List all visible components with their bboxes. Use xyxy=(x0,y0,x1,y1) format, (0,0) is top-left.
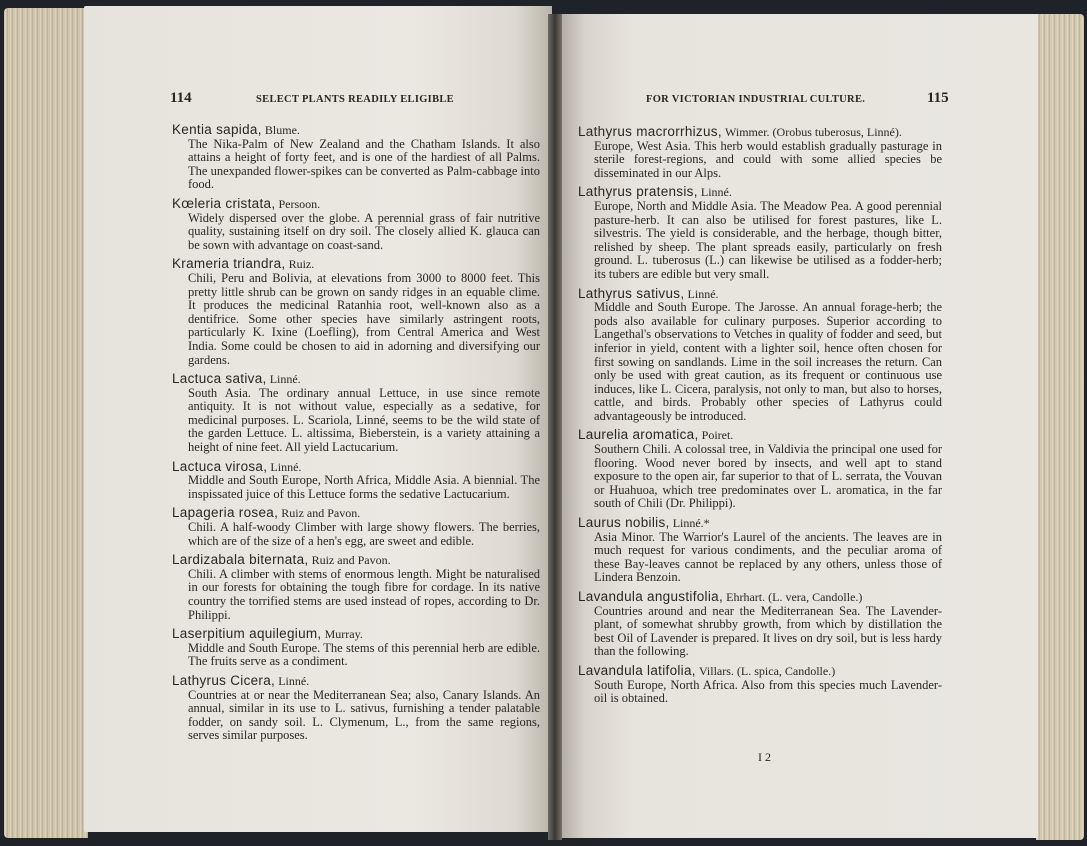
entry-name: Lathyrus Cicera, xyxy=(172,672,276,688)
entry-text: Europe, West Asia. This herb would establish gradually pasturage in sterile forest-regions, and could with some allied species be disseminated in our Alps. xyxy=(594,138,942,180)
left-entries xyxy=(172,123,540,748)
entry-text: Chili. A half-woody Climber with large showy flowers. The berries, which are of the size of a hen's egg, are sweet and edible. xyxy=(188,520,540,548)
entry-author: Murray. xyxy=(324,627,363,642)
entry-name: Lardizabala biternata, xyxy=(172,552,309,568)
signature-mark: I 2 xyxy=(758,750,771,764)
entry-author: Wimmer. (Orobus tuberosus, Linné). xyxy=(725,125,902,139)
entry-text: Asia Minor. The Warrior's Laurel of the ancients. The leaves are in much request for various condiments, and the peculiar aroma of these Bay-leaves cannot be replaced by any others, unless those of Lindera Benzoin. xyxy=(594,529,942,585)
running-head-left: SELECT PLANTS READILY ELIGIBLE xyxy=(256,94,454,105)
entry-name: Lathyrus macrorrhizus, xyxy=(578,124,722,139)
page-edges-left xyxy=(4,8,88,838)
entry-author: Linné. xyxy=(687,286,719,301)
entry xyxy=(578,516,942,585)
page-number-right: 115 xyxy=(927,90,949,106)
entry-text: Southern Chili. A colossal tree, in Valdivia the principal one used for flooring. Wood never bored by insects, and well apt to stand exposure to the open air, far superior to that of L. serrata, the Vouvan or Huahuoa, which tree predominates over L. aromatica, in the far south of Chili (Dr. Philippi). xyxy=(594,442,942,511)
page-number-left: 114 xyxy=(170,90,192,106)
entry-text: Middle and South Europe. The stems of this perennial herb are edible. The fruits serve as a condiment. xyxy=(188,640,540,669)
entry-author: Ruiz and Pavon. xyxy=(281,506,361,521)
entry-text: Countries around and near the Mediterranean Sea. The Lavender-plant, of somewhat shrubby growth, from which by distillation the best Oil of Lavender is prepared. It lives on dry soil, but is less hardy than the following. xyxy=(594,603,942,659)
entry-author: Persoon. xyxy=(278,196,321,211)
entry xyxy=(172,627,540,669)
entry-name: Lapageria rosea, xyxy=(172,505,279,521)
entry-text: The Nika-Palm of New Zealand and the Chatham Islands. It also attains a height of forty feet, and is one of the hardiest of all Palms. The unexpanded flower-spikes can be converted as Palm-cabbage into food. xyxy=(188,136,540,192)
entry-text: South Europe, North Africa. Also from this species much Lavender-oil is obtained. xyxy=(594,677,942,706)
entry xyxy=(578,185,942,281)
entry-name: Kœleria cristata, xyxy=(172,195,276,211)
entry-name: Kentia sapida, xyxy=(172,122,262,137)
entry xyxy=(578,590,942,659)
entry-author: Poiret. xyxy=(701,428,734,443)
entry xyxy=(578,287,942,424)
entry xyxy=(578,664,942,706)
entry-author: Ruiz. xyxy=(288,257,315,272)
entry-author: Linné.* xyxy=(672,516,710,531)
entry-text: South Asia. The ordinary annual Lettuce, in use since remote antiquity. It is not without value, especially as a sedative, for medicinal purposes. L. Scariola, Linné, seems to be the wild state of the garden Lettuce. L. altissima, Bieberstein, is a variety attaining a height of nine feet. All yield Lactucarium. xyxy=(188,385,540,455)
entry-author: Linné. xyxy=(269,372,301,387)
entry-text: Widely dispersed over the globe. A perennial grass of fair nutritive quality, sustaining itself on dry soil. The closely allied K. glauca can be sown with advantage on coast-sand. xyxy=(188,210,540,252)
entry xyxy=(172,123,540,192)
entry-name: Krameria triandra, xyxy=(172,256,286,272)
entry xyxy=(172,506,540,548)
entry-author: Linné. xyxy=(270,459,302,474)
entry-text: Middle and South Europe. The Jarosse. An annual forage-herb; the pods also available for culinary purposes. Superior according to Langethal's observations to Vetches in quality of fodder and seed, but inferior in yield, content with a lighter soil, hence often chosen for first sowing on sandlands. Lime in the soil increases the return. Can only be used with great caution, as its frequent or continuous use induces, like L. Cicera, paralysis, not only to man, but also to horses, cattle, and birds. Probably other species of Lathyrus could advantageously be introduced. xyxy=(594,300,942,423)
entry xyxy=(172,553,540,622)
entry-author: Linné. xyxy=(700,185,732,200)
entry xyxy=(172,674,540,743)
entry-author: Blume. xyxy=(264,123,300,137)
right-entries xyxy=(578,125,942,711)
entry-name: Laserpitium aquilegium, xyxy=(172,626,322,642)
entry-name: Lavandula angustifolia, xyxy=(578,589,724,604)
entry-text: Europe, North and Middle Asia. The Meadow Pea. A good perennial pasture-herb. It can also be utilised for forest pastures, like L. silvestris. The yield is considerable, and the herbage, though bitter, relished by sheep. The plant spreads easily, particularly on fresh ground. L. tuberosus (L.) can likewise be utilised as a fodder-herb; its tubers are edible but very small. xyxy=(594,198,942,281)
page-edges-right xyxy=(1036,14,1084,840)
entry-name: Laurelia aromatica, xyxy=(578,427,699,443)
entry xyxy=(578,428,942,511)
entry-text: Countries at or near the Mediterranean Sea; also, Canary Islands. An annual, similar in its use to L. sativus, furnishing a tender palatable fodder, on sandy soil. L. Clymenum, L., from the same regions, serves similar purposes. xyxy=(188,687,540,743)
entry-author: Ruiz and Pavon. xyxy=(311,553,391,568)
entry xyxy=(172,257,540,367)
entry-author: Ehrhart. (L. vera, Candolle.) xyxy=(726,590,863,604)
book-gutter xyxy=(548,14,562,840)
entry xyxy=(172,197,540,252)
entry-text: Chili, Peru and Bolivia, at elevations from 3000 to 8000 feet. This pretty little shrub can be grown on sandy ridges in an equable clime. It produces the medicinal Ratanhia root, well-known also as a dentifrice. Some other species have similarly astringent roots, particularly K. Ixine (Loefling), from Central America and West India. Some could be chosen to aid in adorning and diversifying our gardens. xyxy=(188,270,540,367)
entry xyxy=(578,125,942,180)
entry xyxy=(172,372,540,455)
entry xyxy=(172,460,540,502)
entry-name: Lactuca sativa, xyxy=(172,371,267,387)
entry-name: Lavandula latifolia, xyxy=(578,662,696,678)
entry-name: Lactuca virosa, xyxy=(172,458,268,474)
entry-name: Laurus nobilis, xyxy=(578,515,670,531)
entry-author: Linné. xyxy=(278,673,310,688)
entry-author: Villars. (L. spica, Candolle.) xyxy=(698,663,836,678)
entry-name: Lathyrus sativus, xyxy=(578,285,685,301)
entry-name: Lathyrus pratensis, xyxy=(578,184,698,200)
running-head-right: FOR VICTORIAN INDUSTRIAL CULTURE. xyxy=(646,94,866,105)
entry-text: Chili. A climber with stems of enormous length. Might be naturalised in our forests for obtaining the tough fibre for cordage. In its native country the torrified stems are used instead of ropes, according to Dr. Philippi. xyxy=(188,566,540,622)
entry-text: Middle and South Europe, North Africa, Middle Asia. A biennial. The inspissated juice of this Lettuce forms the sedative Lactucarium. xyxy=(188,473,540,501)
